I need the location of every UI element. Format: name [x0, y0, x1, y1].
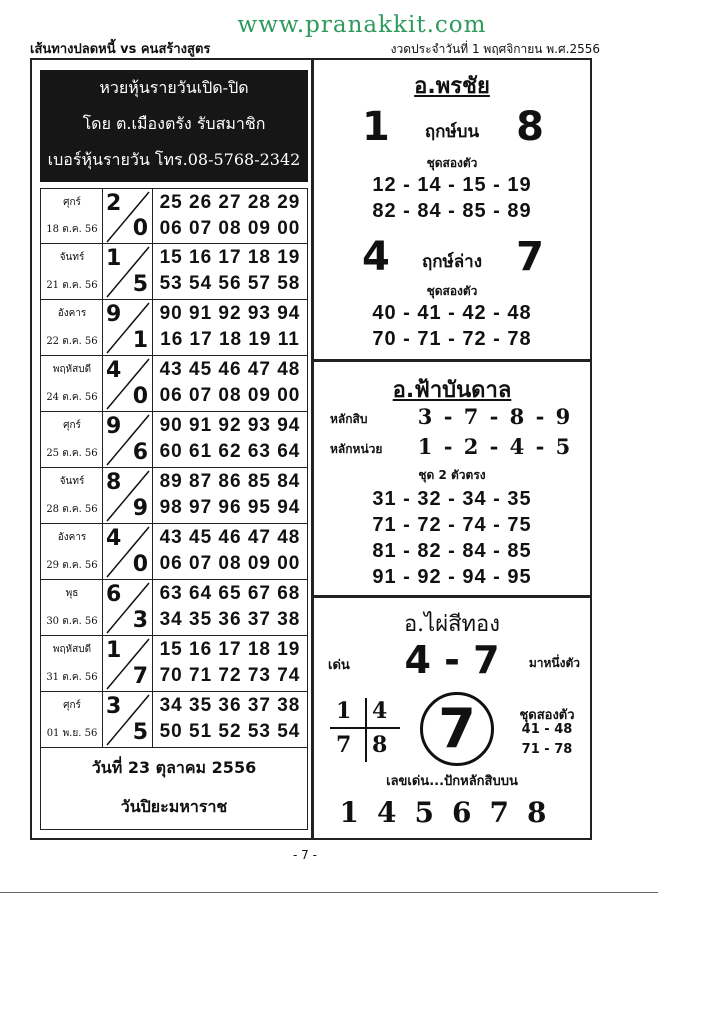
close-digit: 5 — [132, 720, 148, 745]
day-date: 24 ต.ค. 56 — [46, 392, 98, 403]
pair-line: 12 - 14 - 15 - 19 — [372, 174, 532, 196]
pair-cell — [103, 412, 153, 467]
day-cell — [41, 412, 103, 467]
sub-label: ชุดสองตัว — [426, 284, 478, 298]
top-right-digit: 8 — [516, 104, 544, 150]
numbers-line-2: 06 07 08 09 00 — [159, 385, 301, 406]
bottom-left-digit: 4 — [362, 234, 390, 280]
day-name: จันทร์ — [59, 252, 85, 263]
sub-label: ชุด 2 ตัวตรง — [418, 468, 486, 482]
section-fahbandan — [314, 362, 590, 598]
day-name: ศุกร์ — [63, 420, 81, 431]
promo-line-3: เบอร์หุ้นรายวัน โทร.08-5768-2342 — [47, 150, 301, 169]
close-digit: 0 — [132, 384, 148, 409]
circled-digit: 7 — [420, 692, 494, 766]
footer-holiday: วันปิยะมหาราช — [120, 797, 228, 816]
close-digit: 1 — [132, 328, 148, 353]
day-cell — [41, 356, 103, 411]
pair-line: 31 - 32 - 34 - 35 — [372, 488, 532, 510]
site-watermark: www.pranakkit.com — [237, 12, 487, 38]
day-date: 22 ต.ค. 56 — [46, 336, 98, 347]
lead-note: มาหนึ่งตัว — [528, 656, 580, 670]
pair-cell — [103, 356, 153, 411]
numbers-line-1: 43 45 46 47 48 — [159, 359, 301, 380]
close-digit: 6 — [132, 440, 148, 465]
numbers-line-1: 15 16 17 18 19 — [159, 639, 301, 660]
main-frame — [30, 58, 592, 840]
section-title: อ.ไผ่สีทอง — [403, 612, 501, 637]
open-digit: 1 — [106, 246, 122, 271]
numbers-line-1: 15 16 17 18 19 — [159, 247, 301, 268]
pair-line: 71 - 78 — [521, 742, 573, 757]
numbers-line-1: 43 45 46 47 48 — [159, 527, 301, 548]
numbers-line-1: 63 64 65 67 68 — [159, 583, 301, 604]
table-row — [40, 412, 308, 468]
numbers-line-1: 89 87 86 85 84 — [159, 471, 301, 492]
close-digit: 9 — [132, 496, 148, 521]
table-row — [40, 692, 308, 748]
header-left: เส้นทางปลดหนี้ vs คนสร้างสูตร — [30, 42, 211, 57]
numbers-line-2: 50 51 52 53 54 — [159, 721, 301, 742]
numbers-line-2: 70 71 72 73 74 — [159, 665, 301, 686]
day-name: อังคาร — [57, 308, 87, 319]
units-row — [330, 434, 580, 460]
top-label: ฤกษ์บน — [424, 122, 480, 142]
open-digit: 2 — [106, 191, 122, 216]
tens-value: 3 - 7 - 8 - 9 — [417, 404, 573, 429]
day-cell — [41, 300, 103, 355]
numbers-line-1: 90 91 92 93 94 — [159, 415, 301, 436]
numbers-line-2: 06 07 08 09 00 — [159, 218, 301, 239]
pair-cell — [103, 468, 153, 523]
table-row — [40, 188, 308, 244]
day-name: ศุกร์ — [63, 700, 81, 711]
close-digit: 0 — [132, 216, 148, 241]
day-cell — [41, 244, 103, 299]
day-date: 29 ต.ค. 56 — [46, 560, 98, 571]
pair-cell — [103, 692, 153, 747]
day-name: อังคาร — [57, 532, 87, 543]
day-name: จันทร์ — [59, 476, 85, 487]
open-digit: 4 — [106, 358, 122, 383]
promo-block — [40, 70, 308, 182]
table-row — [40, 300, 308, 356]
table-row — [40, 636, 308, 692]
tens-label: หลักสิบ — [330, 412, 368, 426]
header-right: งวดประจำวันที่ 1 พฤศจิกายน พ.ศ.2556 — [390, 42, 600, 56]
last-value: 145678 — [339, 796, 565, 829]
close-digit: 5 — [132, 272, 148, 297]
day-cell — [41, 189, 103, 243]
pair-line: 40 - 41 - 42 - 48 — [372, 302, 532, 324]
day-date: 30 ต.ค. 56 — [46, 616, 98, 627]
grid-digit: 1 — [336, 698, 352, 724]
numbers-line-1: 25 26 27 28 29 — [159, 192, 301, 213]
footer-date: วันที่ 23 ตุลาคม 2556 — [91, 758, 257, 777]
bottom-label: ฤกษ์ล่าง — [421, 252, 483, 272]
bottom-right-digit: 7 — [516, 234, 544, 280]
day-date: 28 ต.ค. 56 — [46, 504, 98, 515]
top-left-digit: 1 — [362, 104, 390, 150]
units-label: หลักหน่วย — [330, 442, 383, 456]
day-cell — [41, 692, 103, 747]
close-digit: 0 — [132, 552, 148, 577]
promo-line-2: โดย ต.เมืองตรัง รับสมาชิก — [82, 114, 266, 133]
open-digit: 3 — [106, 694, 122, 719]
pair-cell — [103, 580, 153, 635]
pair-line: 41 - 48 — [521, 722, 573, 737]
numbers-line-1: 34 35 36 37 38 — [159, 695, 301, 716]
day-cell — [41, 468, 103, 523]
day-name: พฤหัสบดี — [52, 364, 92, 375]
units-value: 1 - 2 - 4 - 5 — [417, 434, 573, 459]
table-row — [40, 524, 308, 580]
pair-cell — [103, 300, 153, 355]
close-digit: 7 — [132, 664, 148, 689]
lead-value: 4 - 7 — [404, 638, 500, 682]
sub-label: ชุดสองตัว — [519, 708, 575, 723]
open-digit: 1 — [106, 638, 122, 663]
day-date: 01 พ.ย. 56 — [46, 728, 98, 739]
section-title: อ.พรชัย — [414, 74, 490, 99]
table-row — [40, 244, 308, 300]
pair-cell — [103, 636, 153, 691]
close-digit: 3 — [132, 608, 148, 633]
promo-line-1: หวยหุ้นรายวันเปิด-ปิด — [99, 78, 249, 97]
last-label: เลขเด่น...ปักหลักสิบบน — [386, 774, 518, 789]
table-row — [40, 356, 308, 412]
sub-label: ชุดสองตัว — [426, 156, 478, 170]
numbers-line-2: 16 17 18 19 11 — [160, 329, 300, 350]
grid-digit: 7 — [336, 732, 352, 758]
pair-line: 91 - 92 - 94 - 95 — [372, 566, 532, 588]
section-phaisithong — [314, 598, 590, 838]
open-digit: 9 — [106, 414, 122, 439]
numbers-line-2: 60 61 62 63 64 — [159, 441, 301, 462]
left-column — [32, 60, 314, 838]
bottom-row — [314, 234, 590, 280]
top-row — [314, 104, 590, 150]
day-name: พฤหัสบดี — [52, 644, 92, 655]
lead-label: เด่น — [328, 658, 350, 673]
day-cell — [41, 524, 103, 579]
day-name: พุธ — [65, 588, 79, 599]
day-cell — [41, 636, 103, 691]
open-digit: 9 — [106, 302, 122, 327]
grid-digit: 4 — [372, 698, 388, 724]
numbers-line-2: 53 54 56 57 58 — [159, 273, 301, 294]
table-footer — [40, 748, 308, 830]
pair-cell — [103, 244, 153, 299]
section-pornchai — [314, 60, 590, 362]
pair-line: 82 - 84 - 85 - 89 — [372, 200, 532, 222]
open-digit: 8 — [106, 470, 122, 495]
bottom-rule — [0, 892, 658, 893]
day-name: ศุกร์ — [63, 197, 81, 208]
stats-table — [40, 188, 308, 748]
pair-cell — [103, 189, 153, 243]
table-row — [40, 468, 308, 524]
tens-row — [330, 404, 580, 430]
day-date: 18 ต.ค. 56 — [46, 224, 98, 235]
day-date: 31 ต.ค. 56 — [46, 672, 98, 683]
grid-digit: 8 — [372, 732, 388, 758]
section-title: อ.ฟ้าบันดาล — [392, 378, 512, 403]
pair-line: 71 - 72 - 74 - 75 — [372, 514, 532, 536]
open-digit: 4 — [106, 526, 122, 551]
day-cell — [41, 580, 103, 635]
table-row — [40, 580, 308, 636]
pair-line: 81 - 82 - 84 - 85 — [372, 540, 532, 562]
numbers-line-2: 06 07 08 09 00 — [159, 553, 301, 574]
day-date: 21 ต.ค. 56 — [46, 280, 98, 291]
numbers-line-2: 34 35 36 37 38 — [159, 609, 301, 630]
pair-line: 70 - 71 - 72 - 78 — [372, 328, 532, 350]
open-digit: 6 — [106, 582, 122, 607]
pair-cell — [103, 524, 153, 579]
right-column — [314, 60, 590, 838]
numbers-line-2: 98 97 96 95 94 — [159, 497, 301, 518]
page-number: - 7 - — [293, 848, 317, 862]
numbers-line-1: 90 91 92 93 94 — [159, 303, 301, 324]
day-date: 25 ต.ค. 56 — [46, 448, 98, 459]
